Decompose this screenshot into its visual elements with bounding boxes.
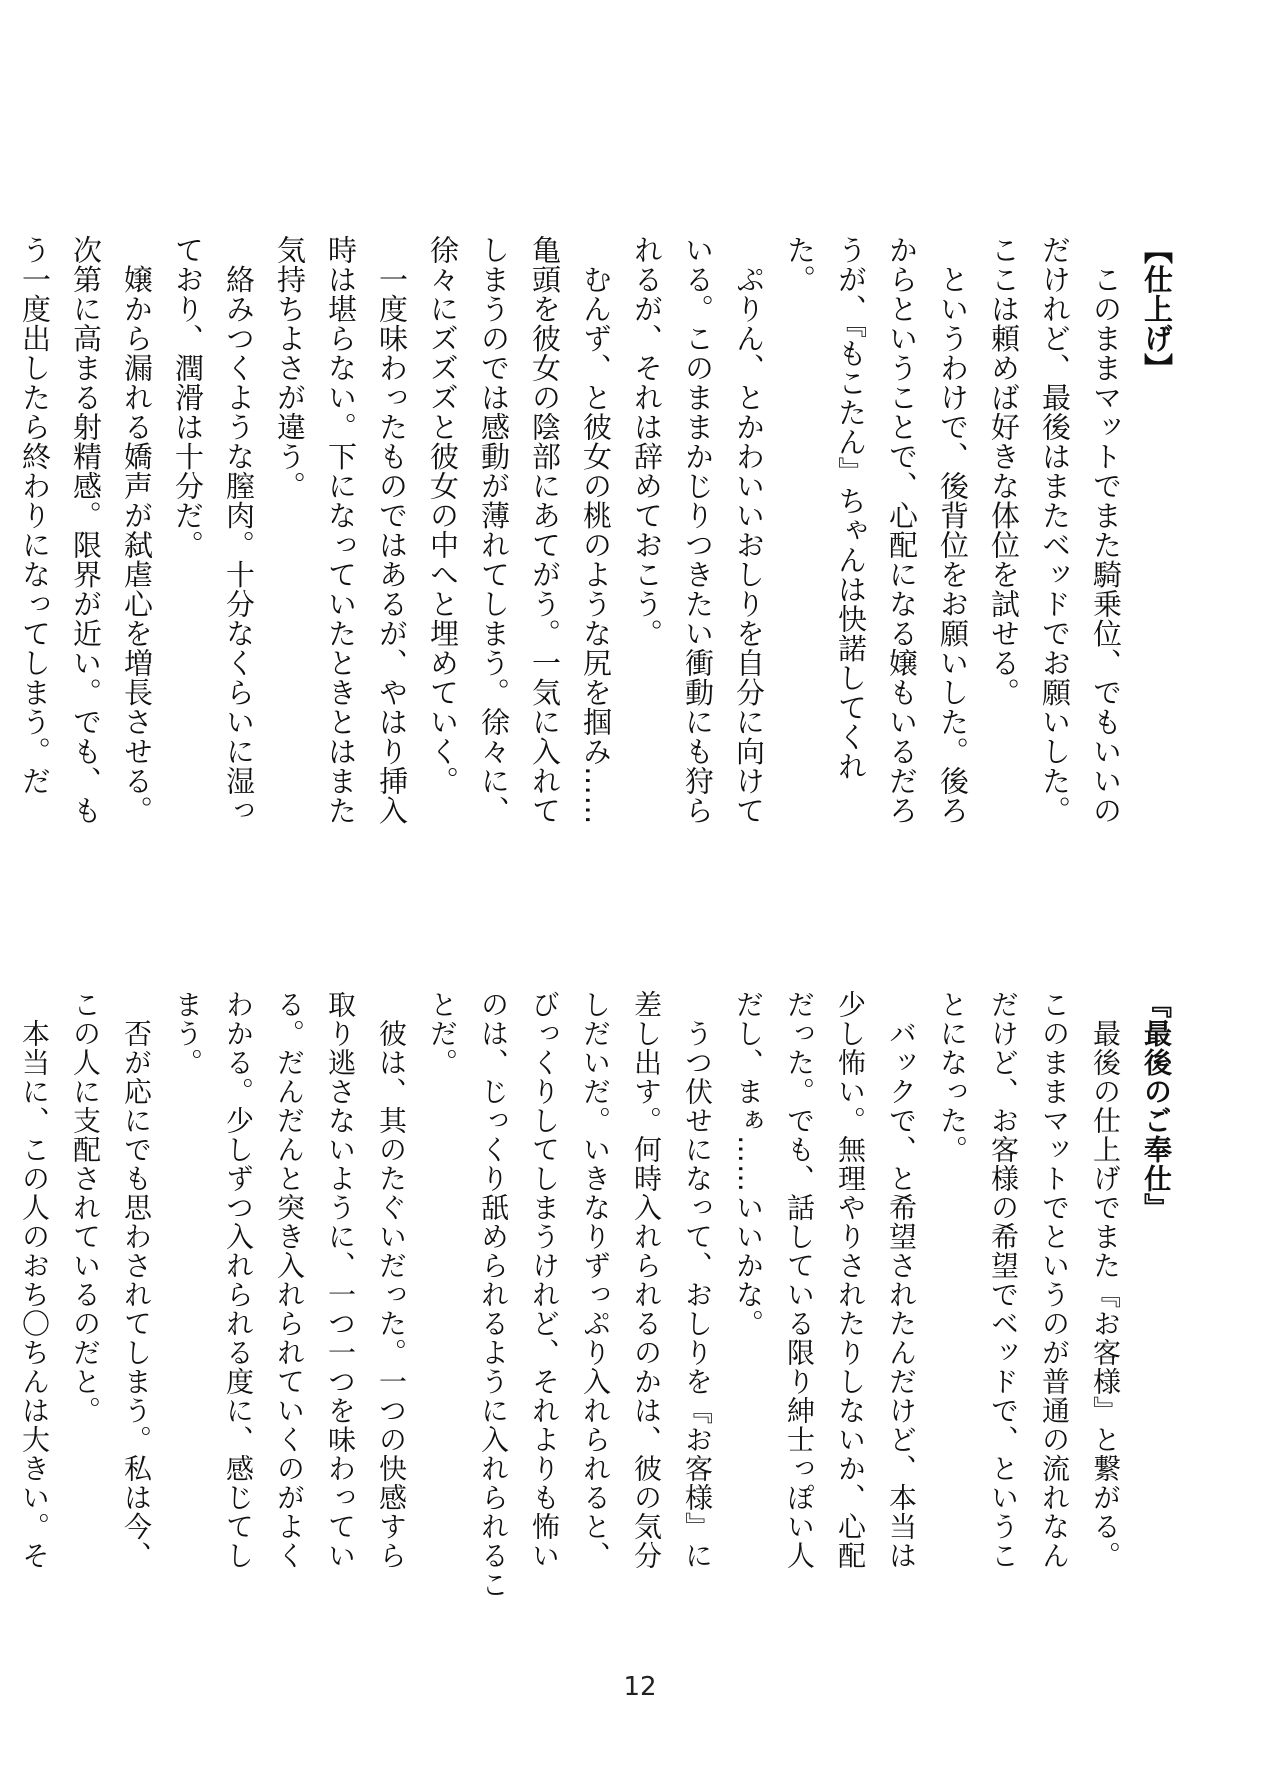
page-number: 12: [623, 1672, 657, 1702]
paragraph: 最後の仕上げでまた『お客様』と繋がる。 このままマットでというのが普通の流れなん だけど、お客様の希望でベッドで、というこ とになった。: [936, 990, 1122, 1570]
paragraph: ぷりん、とかわいいおしりを自分に向けて いる。このままかじりつきたい衝動にも狩ら れるが、それは辞めておこう。: [630, 235, 766, 825]
paragraph: 否が応にでも思わされてしまう。私は今、 この人に支配されているのだと。: [69, 990, 153, 1570]
paragraph: 一度味わったものではあるが、やはり挿入 時は堪らない。下になっていたときとはまた 気持ちよさが違う。: [273, 235, 409, 825]
paragraph: うつ伏せになって、おしりを『お客様』に 差し出す。何時入れられるのかは、彼の気分 しだいだ。いきなりずっぷり入れられると、 びっくりしてしまうけれど、それよりも怖い のは、じっくり舐められるように入れられるこ とだ。: [426, 990, 714, 1599]
finishing-section: [18, 235, 1182, 835]
final-service-section-title: 『最後のご奉仕』: [1140, 990, 1173, 1222]
paragraph: むんず、と彼女の桃のような尻を掴み…… 亀頭を彼女の陰部にあてがう。一気に入れて しまうのでは感動が薄れてしまう。徐々に、 徐々にズズズと彼女の中へと埋めていく。: [426, 235, 613, 825]
paragraph: というわけで、後背位をお願いした。後ろ からということで、心配になる嬢もいるだろ うが、『もこたん』ちゃんは快諾してくれた。: [783, 235, 970, 825]
paragraph: 嬢から漏れる嬌声が弑虐心を増長させる。 次第に高まる射精感。限界が近い。でも、も う一度出したら終わりになってしまう。だ: [18, 235, 154, 825]
finishing-section-title: 【仕上げ】: [1140, 235, 1174, 383]
paragraph: このままマットでまた騎乗位、でもいいの だけれど、最後はまたベッドでお願いした。 ここは頼めば好きな体位を試せる。: [987, 235, 1123, 825]
paragraph: 絡みつくような膣肉。十分なくらいに湿っ ており、潤滑は十分だ。: [171, 235, 256, 825]
paragraph: 彼は、其のたぐいだった。一つの快感すら 取り逃さないように、一つ一つを味わってい る。だんだんと突き入れられていくのがよく わかる。少しずつ入れられる度に、感じてし まう。: [171, 990, 408, 1570]
final-service-section: [18, 990, 1182, 1600]
paragraph: 本当に、この人のおち〇ちんは大きい。そ: [18, 1019, 51, 1570]
paragraph: バックで、と希望されたんだけど、本当は 少し怖い。無理やりされたりしないか、心配 だった。でも、話している限り紳士っぽい人 だし、まぁ……いいかな。: [732, 990, 918, 1570]
